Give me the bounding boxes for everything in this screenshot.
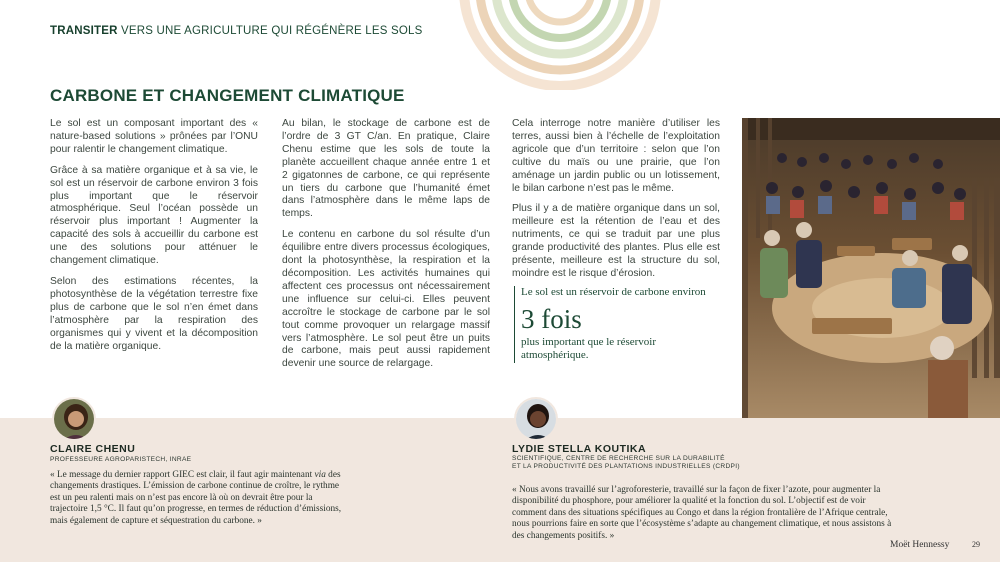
- role-line: SCIENTIFIQUE, CENTRE DE RECHERCHE SUR LA DURABILITÉ: [512, 455, 725, 462]
- brand-logo-text: Moët Hennessy: [890, 540, 950, 550]
- quote-emphasis: via: [314, 470, 326, 480]
- person-name: CLAIRE CHENU: [50, 443, 136, 455]
- header-lead: TRANSITER: [50, 25, 118, 37]
- quote-text: des changements drastiques. L’émission de carbone continue de croître, le rythme est un peu ralenti mais on n’est pas encore là où on devrait être pour la trajectoire 1,5 °C. Il faut qu’on progresse, en termes de réduction d’émissions, mais également de capture et séquestration du carbone. »: [50, 470, 342, 526]
- page-number: 29: [972, 540, 980, 549]
- paragraph: Au bilan, le stockage de carbone est de l’ordre de 3 GT C/an. En pratique, Claire Chenu estime que les sols de toute la planète accueillent chaque année entre 1 et 2 gigatonnes de carbone, ce qui représente un tiers du carbone que l’humanité émet dans l’atmosphère dans le même laps de temps.: [282, 118, 490, 220]
- highlight-after: plus important que le réservoir atmosphérique.: [521, 335, 657, 361]
- section-header: [50, 25, 423, 37]
- conference-photo: [742, 118, 1000, 418]
- highlight-figure: 3 fois: [521, 303, 582, 334]
- paragraph: Le sol est un composant important des « nature-based solutions » prônées par l’ONU pour ralentir le changement climatique.: [50, 118, 258, 155]
- paragraph: Grâce à sa matière organique et à sa vie, le sol est un réservoir de carbone environ 3 fois plus important que le réservoir atmosphérique. Seul l’océan possède un réservoir plus important ! Augmenter la capacité des sols à accueillir du carbone est une des solutions pour atténuer le changement climatique.: [50, 164, 258, 267]
- paragraph: Cela interroge notre manière d’utiliser les terres, aussi bien à l’échelle de l’exploitation agricole que d’un territoire : selon que l’on cultive du maïs ou une prairie, que l’on aménage un jardin public ou un lotissement, le bilan carbone n’est pas le même.: [512, 118, 720, 194]
- highlight-before: Le sol est un réservoir de carbone environ: [521, 286, 706, 298]
- text-column-3: [512, 118, 720, 289]
- paragraph: Selon des estimations récentes, la photosynthèse de la végétation terrestre fixe plus de carbone que le sol n’en émet dans l’atmosphère par la respiration des organismes qui y vivent et la décomposition de la matière organique.: [50, 275, 258, 352]
- decorative-arcs: [440, 0, 680, 90]
- paragraph: Le contenu en carbone du sol résulte d’un équilibre entre divers processus écologiques, dont la photosynthèse, la respiration et la décomposition. Les activités humaines qui affectent ces processus ont nécessairement une influence sur celui-ci. Elles peuvent accroître le stockage de carbone par le sol tout comme provoquer un relargage massif vers l’atmosphère. Le sol peut être un puits de carbone, mais peut aussi rapidement devenir une source de relargage.: [282, 229, 490, 370]
- highlight-callout: [514, 286, 724, 363]
- avatar: [52, 397, 96, 441]
- role-line: ET LA PRODUCTIVITÉ DES PLANTATIONS INDUSTRIELLES (CRDPI): [512, 463, 740, 471]
- paragraph: Plus il y a de matière organique dans un sol, meilleure est la rétention de l’eau et des nutriments, ce qui se traduit par une plus grande productivité des plantes. Plus elle est présente, meilleure est la structure du sol, moindre est le risque d’érosion.: [512, 203, 720, 279]
- person-name: LYDIE STELLA KOUTIKA: [512, 443, 647, 455]
- person-quote: [50, 470, 350, 527]
- header-rest: VERS UNE AGRICULTURE QUI RÉGÉNÈRE LES SOLS: [117, 25, 423, 37]
- text-column-2: [282, 118, 490, 379]
- quote-text: « Le message du dernier rapport GIEC est clair, il faut agir maintenant: [50, 470, 315, 480]
- avatar: [514, 397, 558, 441]
- person-quote: « Nous avons travaillé sur l’agroforesterie, travaillé sur la façon de fixer l’azote, pour augmenter la disponibilité du phosphore, pour améliorer la qualité et la fonction du sol. L’objectif est de voir comment dans des situations spécifiques au Congo et dans la région frontalière de l’Afrique centrale, nous pourrions faire en sorte que l’écosystème s’adapte au changement climatique, et nous assistons à des changements positifs. »: [512, 485, 892, 541]
- person-role: PROFESSEURE AGROPARISTECH, INRAE: [50, 456, 192, 463]
- text-column-1: [50, 118, 258, 361]
- page-title: CARBONE ET CHANGEMENT CLIMATIQUE: [50, 86, 405, 105]
- person-role: [512, 455, 740, 472]
